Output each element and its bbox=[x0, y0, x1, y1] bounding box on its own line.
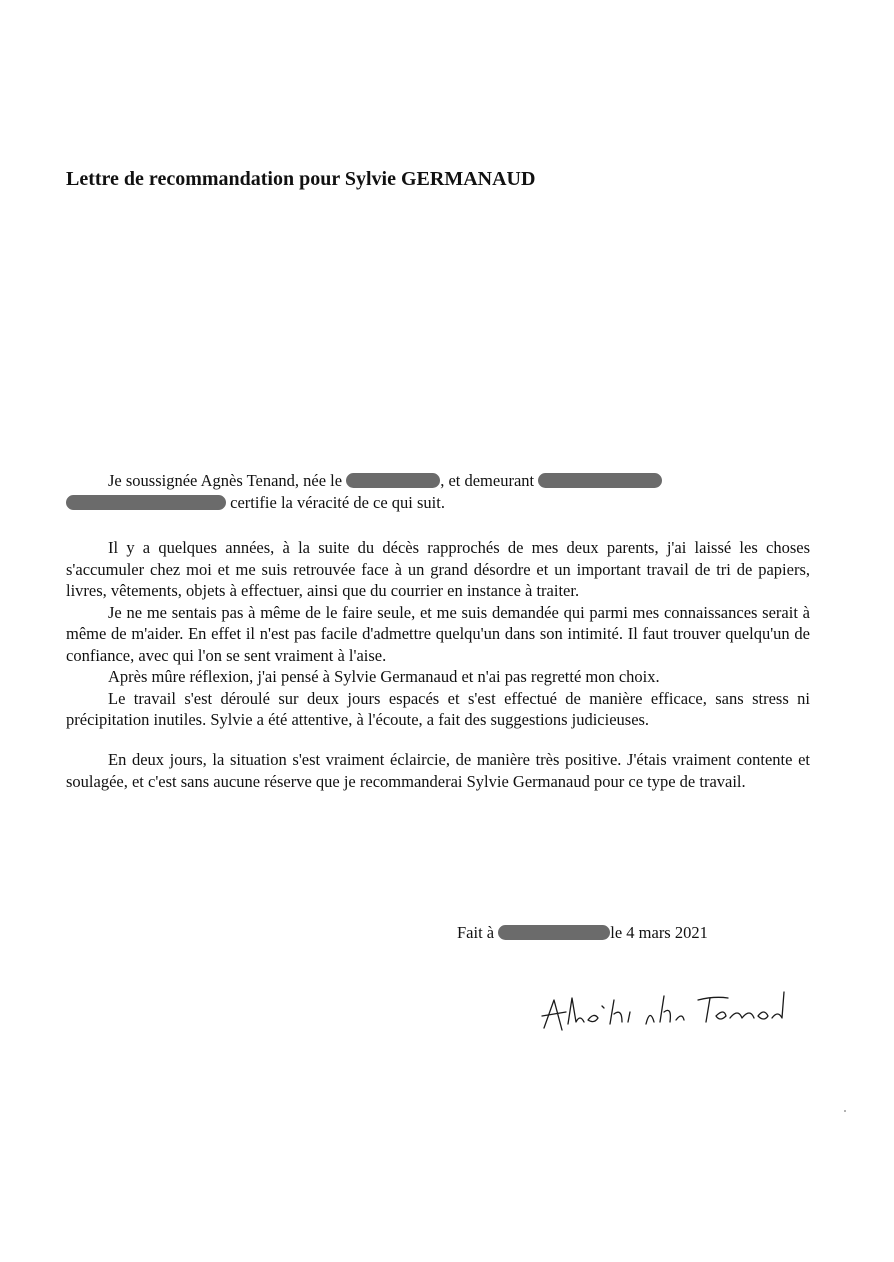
redacted-city bbox=[498, 925, 610, 940]
date-text: le 4 mars 2021 bbox=[610, 923, 708, 942]
body-paragraph: Après mûre réflexion, j'ai pensé à Sylvie Germanaud et n'ai pas regretté mon choix. bbox=[108, 667, 660, 686]
redacted-address-line1 bbox=[538, 473, 662, 488]
place-prefix: Fait à bbox=[457, 923, 499, 942]
body-paragraph: Le travail s'est déroulé sur deux jours espacés et s'est effectué de manière efficace, sans stress ni précipitation inutiles. Sylvie a été attentive, à l'écoute, a fait des suggestions judicieuses. bbox=[66, 688, 810, 729]
redacted-address-line2 bbox=[66, 495, 226, 510]
handwritten-signature bbox=[538, 978, 798, 1048]
intro-text-3: certifie la véracité de ce qui suit. bbox=[226, 492, 445, 512]
intro-paragraph bbox=[66, 470, 810, 513]
body-paragraph: Il y a quelques années, à la suite du décès rapprochés de mes deux parents, j'ai laissé les choses s'accumuler chez moi et me suis retrouvée face à un grand désordre et un important travail de tri de papiers, livres, vêtements, objets à effectuer, ainsi que du courrier en instance à traiter. bbox=[66, 538, 810, 600]
place-date-line bbox=[457, 923, 708, 943]
letter-body bbox=[66, 537, 810, 731]
redacted-birthdate bbox=[346, 473, 440, 488]
intro-text-2: , et demeurant bbox=[440, 471, 539, 490]
intro-text-1: Je soussignée Agnès Tenand, née le bbox=[108, 471, 347, 490]
conclusion-block bbox=[66, 749, 810, 792]
scan-speck bbox=[844, 1110, 846, 1112]
letter-title: Lettre de recommandation pour Sylvie GERMANAUD bbox=[66, 168, 536, 190]
body-paragraph: Je ne me sentais pas à même de le faire seule, et me suis demandée qui parmi mes connaissances serait à même de m'aider. En effet il n'est pas facile d'admettre quelqu'un dans son intimité. Il faut trouver quelqu'un de confiance, avec qui l'on se sent vraiment à l'aise. bbox=[66, 602, 810, 665]
conclusion-paragraph: En deux jours, la situation s'est vraiment éclaircie, de manière très positive. J'étais vraiment contente et soulagée, et c'est sans aucune réserve que je recommanderai Sylvie Germanaud pour ce type de travail. bbox=[66, 750, 810, 791]
